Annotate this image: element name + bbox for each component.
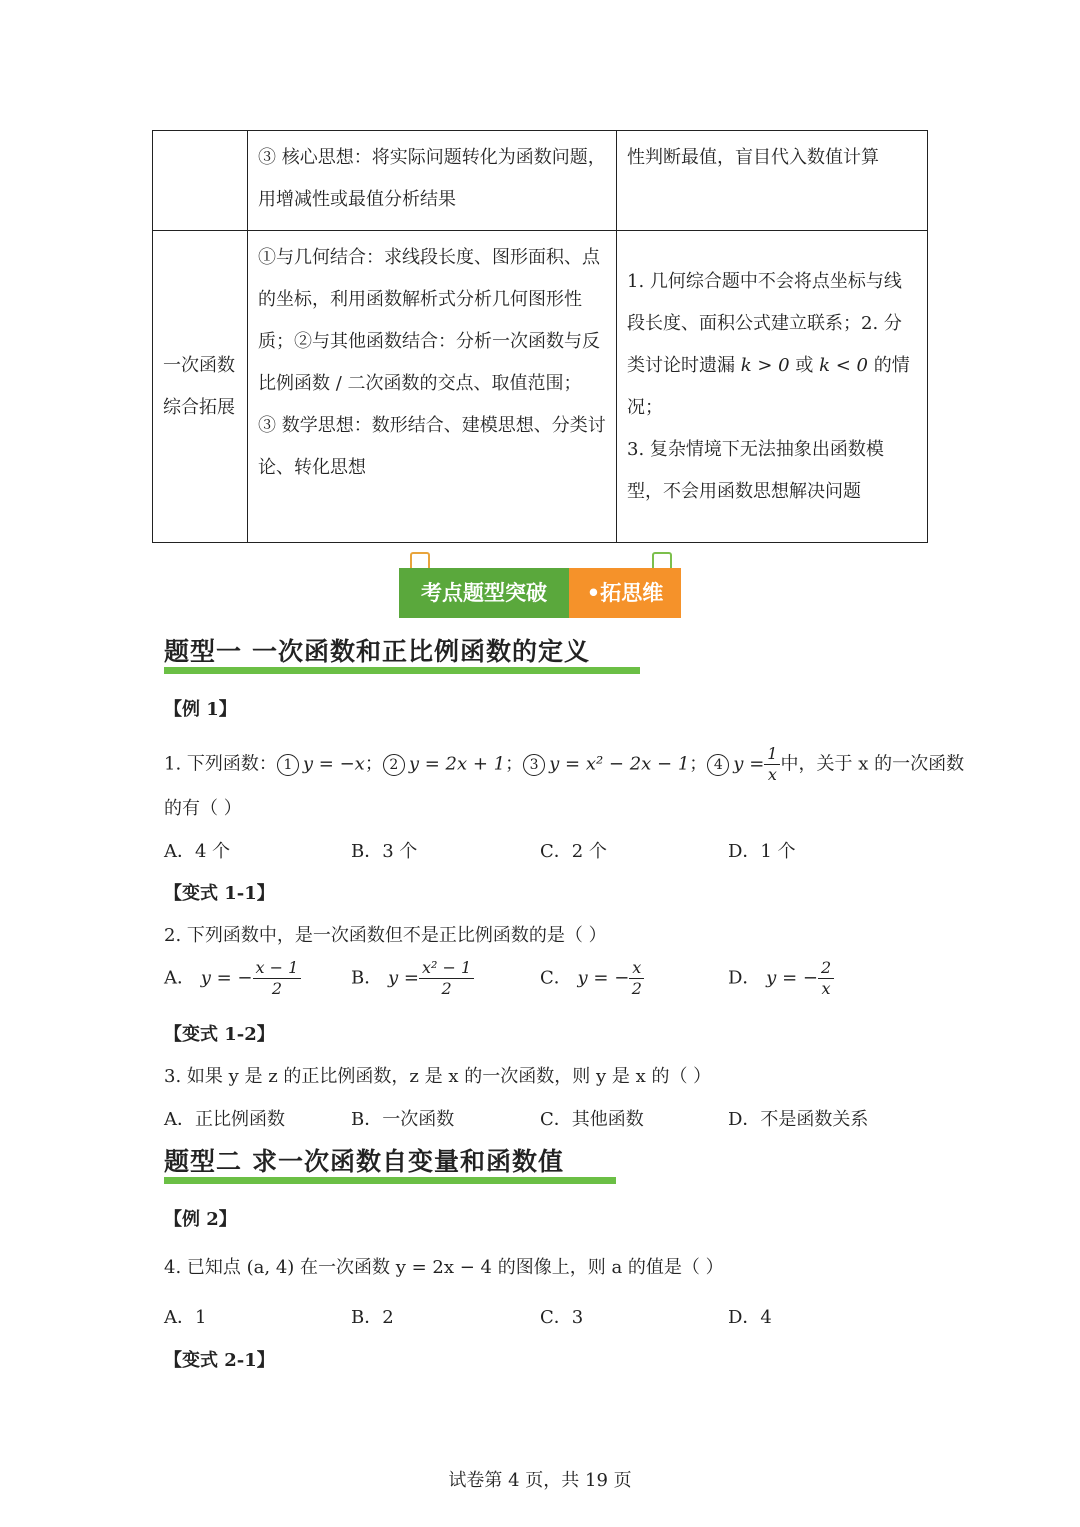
option-d[interactable]: D．不是函数关系 (728, 1109, 869, 1130)
option-b[interactable]: B．2 (351, 1307, 394, 1328)
knowledge-table (152, 130, 928, 543)
table-cell (617, 131, 928, 231)
question-4: 4. 已知点 (a, 4) 在一次函数 y = 2x − 4 的图像上，则 a 的值是（ ） (164, 1257, 724, 1278)
table-cell (153, 231, 248, 543)
variant-tag: 【变式 1-2】 (164, 1024, 275, 1045)
variant-tag: 【变式 2-1】 (164, 1350, 275, 1371)
section-banner (399, 568, 681, 618)
mistake-text: 1. 几何综合题中不会将点坐标与线段长度、面积公式建立联系；2. 分类讨论时遗漏 k > 0 或 k < 0 的情况； (627, 270, 910, 418)
option-b[interactable]: B． y = $\frac{\text{x² − 1}}{2}$ (351, 958, 474, 999)
table-cell (248, 231, 617, 543)
question-1-tail: 的有（ ） (164, 798, 242, 819)
table-cell (617, 231, 928, 543)
mistake-text: 性判断最值，盲目代入数值计算 (627, 147, 879, 168)
option-d[interactable]: D．4 (728, 1307, 772, 1328)
option-d[interactable]: D．1 个 (728, 841, 796, 862)
section-underline (164, 1177, 616, 1184)
option-d[interactable]: D． y = − $\frac{2}{x}$ (728, 958, 834, 999)
option-c[interactable]: C．其他函数 (540, 1109, 644, 1130)
page-footer: 试卷第 4 页，共 19 页 (448, 1470, 632, 1491)
mistake-text: 3. 复杂情境下无法抽象出函数模型，不会用函数思想解决问题 (627, 438, 884, 502)
option-c[interactable]: C．3 (540, 1307, 584, 1328)
content-text: ①与几何结合：求线段长度、图形面积、点的坐标，利用函数解析式分析几何图形性质；②与其他函数结合：分析一次函数与反比例函数 / 二次函数的交点、取值范围； (258, 247, 600, 394)
section-underline (164, 667, 640, 674)
option-b[interactable]: B．一次函数 (351, 1109, 455, 1130)
topic-label: 一次函数综合拓展 (163, 354, 235, 418)
option-a[interactable]: A．1 (164, 1307, 207, 1328)
option-a[interactable]: A．正比例函数 (164, 1109, 285, 1130)
option-a[interactable]: A．4 个 (164, 841, 231, 862)
example-tag: 【例 2】 (164, 1209, 237, 1230)
option-b[interactable]: B．3 个 (351, 841, 418, 862)
table-row (153, 131, 928, 231)
table-cell (153, 131, 248, 231)
question-3: 3. 如果 y 是 z 的正比例函数，z 是 x 的一次函数，则 y 是 x 的（ ） (164, 1066, 712, 1087)
variant-tag: 【变式 1-1】 (164, 883, 275, 904)
math-idea-text: ③ 数学思想：数形结合、建模思想、分类讨论、转化思想 (258, 415, 606, 478)
option-c[interactable]: C． y = − $\frac{x}{2}$ (540, 958, 644, 999)
banner-left: 考点题型突破 (399, 568, 569, 618)
option-a[interactable]: A． y = − $\frac{x - 1}{2}$ (164, 958, 301, 999)
section-title: 题型二 求一次函数自变量和函数值 (164, 1147, 565, 1176)
core-idea-text: ③ 核心思想：将实际问题转化为函数问题，用增减性或最值分析结果 (258, 147, 606, 210)
banner-right: •拓思维 (569, 568, 681, 618)
section-title: 题型一 一次函数和正比例函数的定义 (164, 637, 591, 666)
question-2: 2. 下列函数中，是一次函数但不是正比例函数的是（ ） (164, 925, 607, 946)
question-1: 1. 下列函数： 1 y = −x； 2 y = 2x + 1； 3 y = x² − 2x − 1； 4 y = $\frac{1}{x}$ 中，关于 x 的一次函数 (164, 744, 965, 784)
example-tag: 【例 1】 (164, 699, 237, 720)
table-row (153, 231, 928, 543)
option-c[interactable]: C．2 个 (540, 841, 607, 862)
table-cell (248, 131, 617, 231)
